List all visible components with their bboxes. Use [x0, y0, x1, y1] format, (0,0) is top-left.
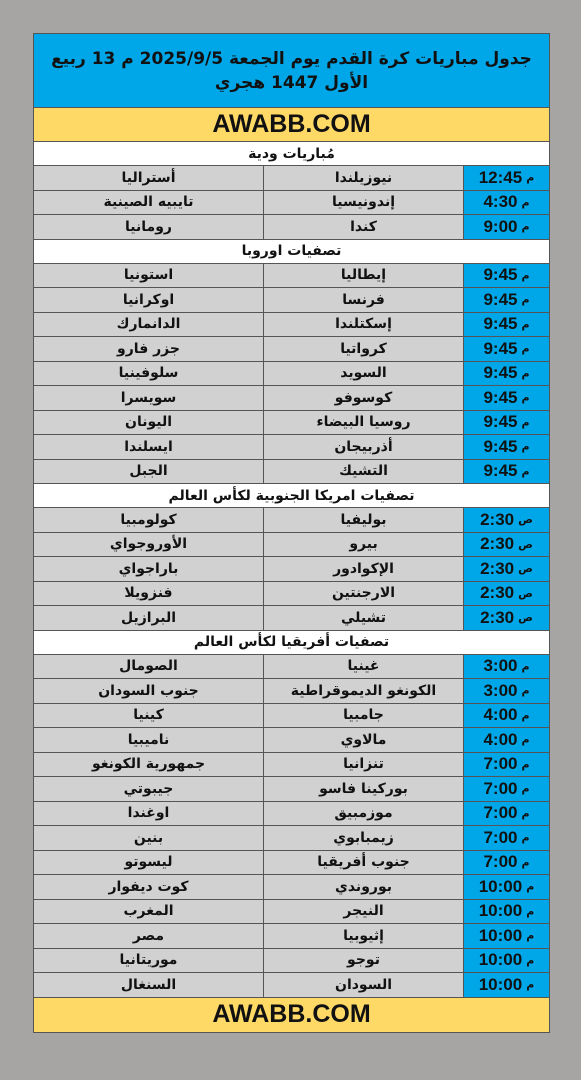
away-team-name: الأوروجواي	[34, 533, 264, 557]
match-row	[34, 777, 549, 802]
match-time	[464, 875, 549, 899]
match-time	[464, 973, 549, 997]
away-team-name: مصر	[34, 924, 264, 948]
schedule-sheet	[33, 33, 550, 1033]
home-team-name: الارجنتين	[264, 582, 464, 606]
match-time-period: ص	[518, 586, 533, 600]
match-row	[34, 313, 549, 338]
match-time-period: م	[526, 904, 535, 918]
match-time	[464, 753, 549, 777]
match-time-value: 4:30	[483, 192, 518, 212]
match-time	[464, 924, 549, 948]
match-time-value: 10:00	[478, 876, 523, 896]
match-time-period: م	[521, 195, 530, 209]
match-time-value: 9:45	[483, 314, 518, 334]
home-team-name: بوركينا فاسو	[264, 777, 464, 801]
away-team-name: اليونان	[34, 411, 264, 435]
match-time	[464, 508, 549, 532]
match-time-period: م	[521, 415, 530, 429]
match-row	[34, 851, 549, 876]
match-time-value: 10:00	[478, 950, 523, 970]
match-row	[34, 753, 549, 778]
match-time	[464, 337, 549, 361]
match-time-value: 9:00	[483, 216, 518, 236]
away-team-name: المغرب	[34, 900, 264, 924]
match-row	[34, 411, 549, 436]
away-team-name: جزر فارو	[34, 337, 264, 361]
match-time-value: 7:00	[483, 778, 518, 798]
match-row	[34, 704, 549, 729]
match-time	[464, 362, 549, 386]
match-row	[34, 679, 549, 704]
match-time	[464, 386, 549, 410]
match-row	[34, 362, 549, 387]
section-header: تصفيات اوروبا	[34, 240, 549, 264]
away-team-name: الجبل	[34, 460, 264, 484]
home-team-name: السويد	[264, 362, 464, 386]
away-team-name: الدانمارك	[34, 313, 264, 337]
match-row	[34, 949, 549, 974]
brand-banner-top: AWABB.COM	[34, 108, 549, 142]
home-team-name: موزمبيق	[264, 802, 464, 826]
match-time-value: 2:30	[480, 534, 515, 554]
match-time	[464, 655, 549, 679]
home-team-name: إسكتلندا	[264, 313, 464, 337]
match-time-period: ص	[518, 537, 533, 551]
away-team-name: جنوب السودان	[34, 679, 264, 703]
home-team-name: روسيا البيضاء	[264, 411, 464, 435]
match-time	[464, 435, 549, 459]
home-team-name: فرنسا	[264, 288, 464, 312]
match-time-period: م	[521, 391, 530, 405]
match-time-period: م	[521, 708, 530, 722]
match-sections	[34, 142, 549, 997]
match-time	[464, 949, 549, 973]
page-title: جدول مباريات كرة القدم يوم الجمعة 2025/9/5 م 13 ربيع الأول 1447 هجري	[34, 34, 549, 108]
match-time-period: م	[526, 880, 535, 894]
home-team-name: نيوزيلندا	[264, 166, 464, 190]
home-team-name: تشيلي	[264, 606, 464, 630]
match-time-period: م	[521, 268, 530, 282]
home-team-name: مالاوي	[264, 728, 464, 752]
away-team-name: البرازيل	[34, 606, 264, 630]
match-time-period: م	[521, 440, 530, 454]
match-time-period: م	[521, 220, 530, 234]
home-team-name: كرواتيا	[264, 337, 464, 361]
home-team-name: زيمبابوي	[264, 826, 464, 850]
home-team-name: جامبيا	[264, 704, 464, 728]
match-time-value: 9:45	[483, 363, 518, 383]
away-team-name: الصومال	[34, 655, 264, 679]
match-row	[34, 533, 549, 558]
match-time-value: 2:30	[480, 558, 515, 578]
match-time-period: م	[526, 171, 535, 185]
match-time	[464, 679, 549, 703]
section-header: تصفيات امريكا الجنوبية لكأس العالم	[34, 484, 549, 508]
match-row	[34, 557, 549, 582]
match-time-period: م	[521, 293, 530, 307]
match-time	[464, 777, 549, 801]
match-time-value: 9:45	[483, 289, 518, 309]
match-time-period: م	[521, 684, 530, 698]
match-time	[464, 313, 549, 337]
away-team-name: ايسلندا	[34, 435, 264, 459]
match-row	[34, 802, 549, 827]
away-team-name: سلوفينيا	[34, 362, 264, 386]
away-team-name: ليسوتو	[34, 851, 264, 875]
home-team-name: إيطاليا	[264, 264, 464, 288]
match-time-value: 9:45	[483, 461, 518, 481]
away-team-name: كينيا	[34, 704, 264, 728]
home-team-name: التشيك	[264, 460, 464, 484]
home-team-name: أذربيجان	[264, 435, 464, 459]
match-time-value: 9:45	[483, 265, 518, 285]
match-row	[34, 728, 549, 753]
match-row	[34, 973, 549, 997]
match-row	[34, 191, 549, 216]
match-row	[34, 826, 549, 851]
match-row	[34, 924, 549, 949]
match-time-value: 10:00	[478, 925, 523, 945]
match-time-period: م	[521, 806, 530, 820]
match-time-period: م	[521, 659, 530, 673]
home-team-name: بوروندي	[264, 875, 464, 899]
away-team-name: فنزويلا	[34, 582, 264, 606]
match-row	[34, 655, 549, 680]
match-time	[464, 826, 549, 850]
match-time-period: م	[521, 366, 530, 380]
match-row	[34, 900, 549, 925]
match-time	[464, 606, 549, 630]
match-time-period: م	[521, 342, 530, 356]
away-team-name: موريتانيا	[34, 949, 264, 973]
home-team-name: بوليفيا	[264, 508, 464, 532]
away-team-name: رومانيا	[34, 215, 264, 239]
away-team-name: كوت ديفوار	[34, 875, 264, 899]
match-time	[464, 215, 549, 239]
match-time-period: م	[521, 464, 530, 478]
away-team-name: استونيا	[34, 264, 264, 288]
match-time-value: 7:00	[483, 852, 518, 872]
match-row	[34, 582, 549, 607]
match-time-value: 3:00	[483, 656, 518, 676]
home-team-name: توجو	[264, 949, 464, 973]
match-time	[464, 557, 549, 581]
match-time-value: 7:00	[483, 827, 518, 847]
match-row	[34, 460, 549, 485]
match-time-value: 9:45	[483, 436, 518, 456]
match-time-period: م	[526, 953, 535, 967]
match-time-value: 2:30	[480, 509, 515, 529]
match-time	[464, 288, 549, 312]
home-team-name: الكونغو الديموقراطية	[264, 679, 464, 703]
match-row	[34, 508, 549, 533]
match-time	[464, 166, 549, 190]
match-time-period: م	[526, 978, 535, 992]
match-time-period: م	[521, 831, 530, 845]
home-team-name: الإكوادور	[264, 557, 464, 581]
match-time-value: 10:00	[478, 901, 523, 921]
match-time	[464, 802, 549, 826]
home-team-name: إثيوبيا	[264, 924, 464, 948]
match-time-value: 9:45	[483, 338, 518, 358]
section-header: مُباريات ودية	[34, 142, 549, 166]
match-time-period: م	[521, 733, 530, 747]
match-row	[34, 606, 549, 631]
match-time-value: 2:30	[480, 583, 515, 603]
match-time-period: م	[526, 929, 535, 943]
away-team-name: اوكرانيا	[34, 288, 264, 312]
home-team-name: السودان	[264, 973, 464, 997]
away-team-name: تايبيه الصينية	[34, 191, 264, 215]
match-time-period: ص	[518, 562, 533, 576]
home-team-name: كندا	[264, 215, 464, 239]
match-time	[464, 851, 549, 875]
match-time	[464, 582, 549, 606]
away-team-name: جمهورية الكونغو	[34, 753, 264, 777]
match-time	[464, 191, 549, 215]
away-team-name: جيبوتي	[34, 777, 264, 801]
match-time-value: 10:00	[478, 974, 523, 994]
match-row	[34, 386, 549, 411]
match-time-period: م	[521, 317, 530, 331]
section-header: تصفيات أفريقيا لكأس العالم	[34, 631, 549, 655]
away-team-name: سويسرا	[34, 386, 264, 410]
home-team-name: غينيا	[264, 655, 464, 679]
match-time-value: 2:30	[480, 607, 515, 627]
match-time	[464, 460, 549, 484]
match-row	[34, 435, 549, 460]
match-time	[464, 900, 549, 924]
match-time-value: 12:45	[478, 167, 523, 187]
match-time-value: 7:00	[483, 803, 518, 823]
away-team-name: بنين	[34, 826, 264, 850]
match-row	[34, 288, 549, 313]
match-row	[34, 875, 549, 900]
match-time	[464, 728, 549, 752]
match-time	[464, 533, 549, 557]
away-team-name: أستراليا	[34, 166, 264, 190]
match-time-period: م	[521, 757, 530, 771]
away-team-name: اوغندا	[34, 802, 264, 826]
match-time-period: م	[521, 782, 530, 796]
match-time-value: 9:45	[483, 387, 518, 407]
match-row	[34, 264, 549, 289]
match-time	[464, 264, 549, 288]
home-team-name: إندونيسيا	[264, 191, 464, 215]
match-row	[34, 337, 549, 362]
match-row	[34, 215, 549, 240]
match-time-value: 9:45	[483, 412, 518, 432]
match-time-value: 4:00	[483, 705, 518, 725]
match-time-period: ص	[518, 513, 533, 527]
match-time-period: م	[521, 855, 530, 869]
home-team-name: بيرو	[264, 533, 464, 557]
home-team-name: جنوب أفريقيا	[264, 851, 464, 875]
match-time	[464, 704, 549, 728]
home-team-name: تنزانيا	[264, 753, 464, 777]
away-team-name: السنغال	[34, 973, 264, 997]
match-time-value: 3:00	[483, 680, 518, 700]
match-time-value: 7:00	[483, 754, 518, 774]
brand-banner-bottom: AWABB.COM	[34, 997, 549, 1032]
match-row	[34, 166, 549, 191]
away-team-name: باراجواي	[34, 557, 264, 581]
away-team-name: ناميبيا	[34, 728, 264, 752]
home-team-name: النيجر	[264, 900, 464, 924]
match-time-value: 4:00	[483, 729, 518, 749]
match-time	[464, 411, 549, 435]
match-time-period: ص	[518, 611, 533, 625]
away-team-name: كولومبيا	[34, 508, 264, 532]
home-team-name: كوسوفو	[264, 386, 464, 410]
